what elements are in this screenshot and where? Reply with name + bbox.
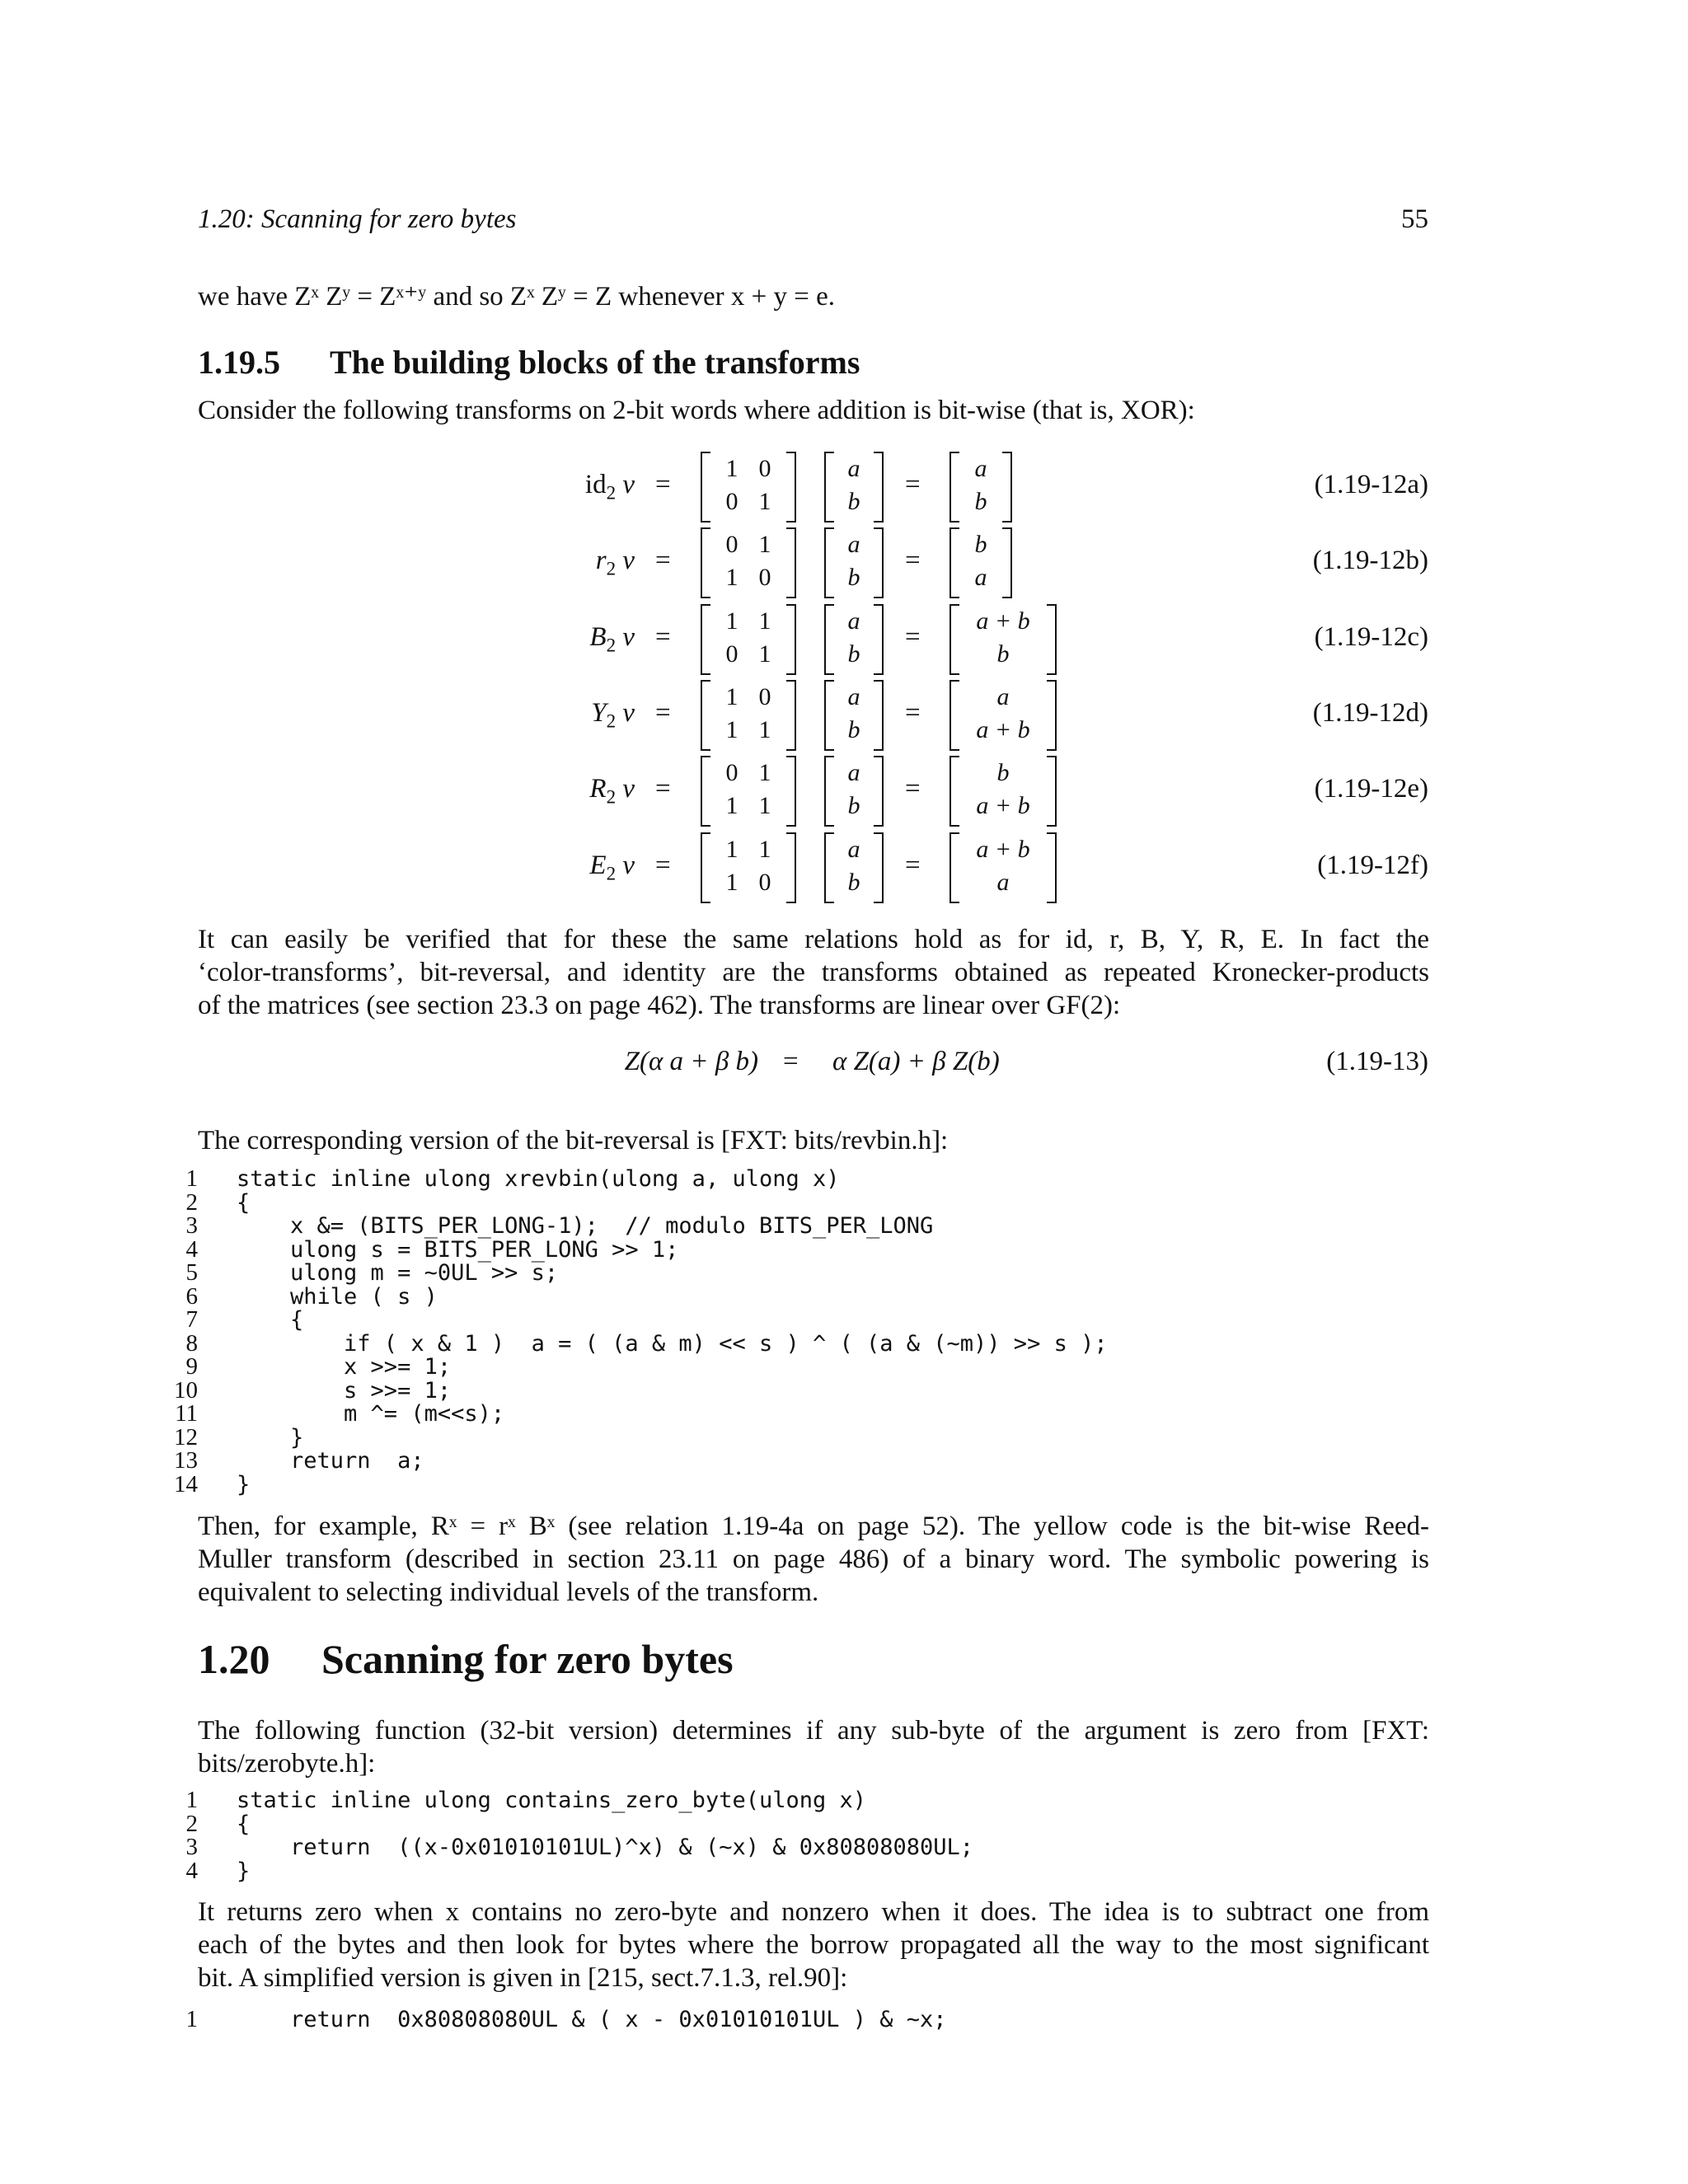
- input-vector: a b: [824, 604, 884, 675]
- transform-matrix: 1 0 1 1: [701, 680, 796, 751]
- line-number: 1: [185, 2006, 198, 2032]
- equation-row: [0, 832, 1688, 903]
- transform-matrix: 0 1 1 0: [701, 527, 796, 598]
- code-line: 9 x >>= 1;: [165, 1355, 1108, 1379]
- linear-eq-lhs: Z(α a + β b): [624, 1047, 758, 1076]
- equation-lhs: $R_2$ v: [589, 774, 635, 808]
- equals-sign: =: [905, 622, 921, 652]
- line-number: 8: [185, 1329, 198, 1357]
- equation-lhs: $B_2$ v: [589, 622, 635, 656]
- code-line: 2 {: [165, 1191, 1108, 1215]
- line-number: 2: [185, 1810, 198, 1837]
- equals-sign: =: [655, 851, 671, 880]
- code-line: 14 }: [165, 1473, 1108, 1497]
- equals-sign: =: [905, 546, 921, 575]
- line-number: 2: [185, 1188, 198, 1216]
- input-vector: a b: [824, 756, 884, 827]
- equation-row: [0, 452, 1688, 523]
- line-number: 3: [185, 1834, 198, 1860]
- equation-row: [0, 756, 1688, 827]
- code-line: 13 return a;: [165, 1449, 1108, 1473]
- paragraph-verify: It can easily be verified that for these the same relations hold as for id, r, B, Y, R, E. In fact the ‘color-transforms’, bit-reversal, and identity are the transforms obtained as repeated Kronecker-products of the matrices (see section 23.3 on page 462). The transforms are linear over GF(2):: [198, 925, 1429, 1020]
- section-number: 1.20: [198, 1636, 270, 1682]
- equals-sign: =: [905, 698, 921, 728]
- code-listing-simplified: [165, 2008, 947, 2032]
- line-number: 3: [185, 1212, 198, 1239]
- code-line: 1 static inline ulong contains_zero_byte(ulong x): [165, 1788, 973, 1812]
- line-number: 1: [185, 1165, 198, 1192]
- subsection-title: The building blocks of the transforms: [330, 344, 860, 381]
- equation-row: [0, 680, 1688, 751]
- input-vector: a b: [824, 527, 884, 598]
- transform-matrix: 1 1 0 1: [701, 604, 796, 675]
- equals-sign: =: [655, 698, 671, 728]
- code-line: 1 static inline ulong xrevbin(ulong a, ulong x): [165, 1167, 1108, 1191]
- equals-sign: =: [655, 470, 671, 499]
- line-number: 11: [175, 1400, 198, 1427]
- equation-label: (1.19-12d): [1312, 698, 1428, 728]
- code-line: 6 while ( s ): [165, 1285, 1108, 1309]
- equation-label: (1.19-12e): [1314, 774, 1428, 804]
- code-line: 4 }: [165, 1859, 973, 1883]
- equals-sign: =: [655, 546, 671, 575]
- result-vector: a b: [950, 452, 1012, 523]
- code-line: 3 x &= (BITS_PER_LONG-1); // modulo BITS_PER_LONG: [165, 1214, 1108, 1238]
- equation-label: (1.19-12f): [1317, 851, 1428, 880]
- linear-eq-rhs: α Z(a) + β Z(b): [832, 1047, 1000, 1076]
- equation-lhs: $E_2$ v: [589, 851, 635, 884]
- paragraph-returns: It returns zero when x contains no zero-byte and nonzero when it does. The idea is to subtract one from each of the bytes and then look for bytes where the borrow propagated all the way to the most significant bit. A simplified version is given in [215, sect.7.1.3, rel.90]:: [198, 1897, 1429, 1993]
- result-vector: a a + b: [950, 680, 1057, 751]
- code-line: 12 }: [165, 1426, 1108, 1450]
- subsection-number: 1.19.5: [198, 344, 280, 381]
- code-line: 10 s >>= 1;: [165, 1379, 1108, 1403]
- line-number: 9: [185, 1353, 198, 1380]
- code-line: 1 return 0x80808080UL & ( x - 0x01010101UL ) & ~x;: [165, 2008, 947, 2032]
- code-line: 4 ulong s = BITS_PER_LONG >> 1;: [165, 1238, 1108, 1262]
- equation-label: (1.19-12a): [1314, 470, 1428, 499]
- equation-lhs: $r_2$ v: [595, 546, 635, 579]
- transform-matrix: 1 0 0 1: [701, 452, 796, 523]
- code-listing-xrevbin: [165, 1167, 1108, 1496]
- paragraph-then: Then, for example, Rˣ = rˣ Bˣ (see relation 1.19-4a on page 52). The yellow code is the bit-wise Reed- Muller transform (described in section 23.11 on page 486) of a binary word. The symbolic powering is equivalent to selecting individual levels of the transform.: [198, 1511, 1429, 1607]
- equation-label: (1.19-12b): [1312, 546, 1428, 575]
- code-line: 3 return ((x-0x01010101UL)^x) & (~x) & 0x80808080UL;: [165, 1835, 973, 1859]
- line-number: 4: [185, 1235, 198, 1263]
- equation-row: [0, 527, 1688, 598]
- paragraph-revbin: The corresponding version of the bit-reversal is [FXT: bits/revbin.h]:: [198, 1126, 949, 1155]
- input-vector: a b: [824, 680, 884, 751]
- line-number: 5: [185, 1259, 198, 1286]
- code-line: 11 m ^= (m<<s);: [165, 1402, 1108, 1426]
- equation-lhs: $id_2$ v: [584, 470, 635, 504]
- subsection-lead: Consider the following transforms on 2-bit words where addition is bit-wise (that is, XOR):: [198, 396, 1195, 425]
- equation-lhs: $Y_2$ v: [591, 698, 635, 732]
- linear-eq-label: (1.19-13): [1326, 1047, 1428, 1076]
- input-vector: a b: [824, 832, 884, 903]
- result-vector: a + b a: [950, 832, 1057, 903]
- section-heading: [198, 1635, 734, 1683]
- line-number: 10: [174, 1376, 198, 1404]
- line-number: 1: [185, 1787, 198, 1813]
- subsection-heading: [198, 343, 860, 382]
- code-listing-contains-zero-byte: [165, 1788, 973, 1882]
- running-title: 1.20: Scanning for zero bytes: [198, 204, 517, 234]
- input-vector: a b: [824, 452, 884, 523]
- code-line: 2 {: [165, 1812, 973, 1836]
- line-number: 13: [174, 1447, 198, 1474]
- equals-sign: =: [905, 470, 921, 499]
- equals-sign: =: [905, 774, 921, 804]
- code-line: 7 {: [165, 1308, 1108, 1332]
- linear-eq-equals: =: [783, 1047, 799, 1076]
- transform-matrix: 1 1 1 0: [701, 832, 796, 903]
- line-number: 4: [185, 1857, 198, 1884]
- code-line: 8 if ( x & 1 ) a = ( (a & m) << s ) ^ ( (a & (~m)) >> s );: [165, 1332, 1108, 1356]
- line-number: 12: [174, 1423, 198, 1451]
- page-number: 55: [1401, 204, 1428, 234]
- result-vector: a + b b: [950, 604, 1057, 675]
- equation-label: (1.19-12c): [1314, 622, 1428, 652]
- equals-sign: =: [905, 851, 921, 880]
- equals-sign: =: [655, 622, 671, 652]
- intro-line: we have Zˣ Zʸ = Zˣ⁺ʸ and so Zˣ Zʸ = Z whenever x + y = e.: [198, 282, 835, 312]
- result-vector: b a: [950, 527, 1012, 598]
- equals-sign: =: [655, 774, 671, 804]
- line-number: 14: [174, 1470, 198, 1497]
- section-title: Scanning for zero bytes: [321, 1636, 734, 1682]
- equation-row: [0, 604, 1688, 675]
- line-number: 7: [185, 1306, 198, 1333]
- transform-matrix: 0 1 1 1: [701, 756, 796, 827]
- line-number: 6: [185, 1282, 198, 1310]
- code-line: 5 ulong m = ~0UL >> s;: [165, 1261, 1108, 1285]
- result-vector: b a + b: [950, 756, 1057, 827]
- paragraph-function: The following function (32-bit version) determines if any sub-byte of the argument is zero from [FXT: bits/zerobyte.h]:: [198, 1716, 1429, 1779]
